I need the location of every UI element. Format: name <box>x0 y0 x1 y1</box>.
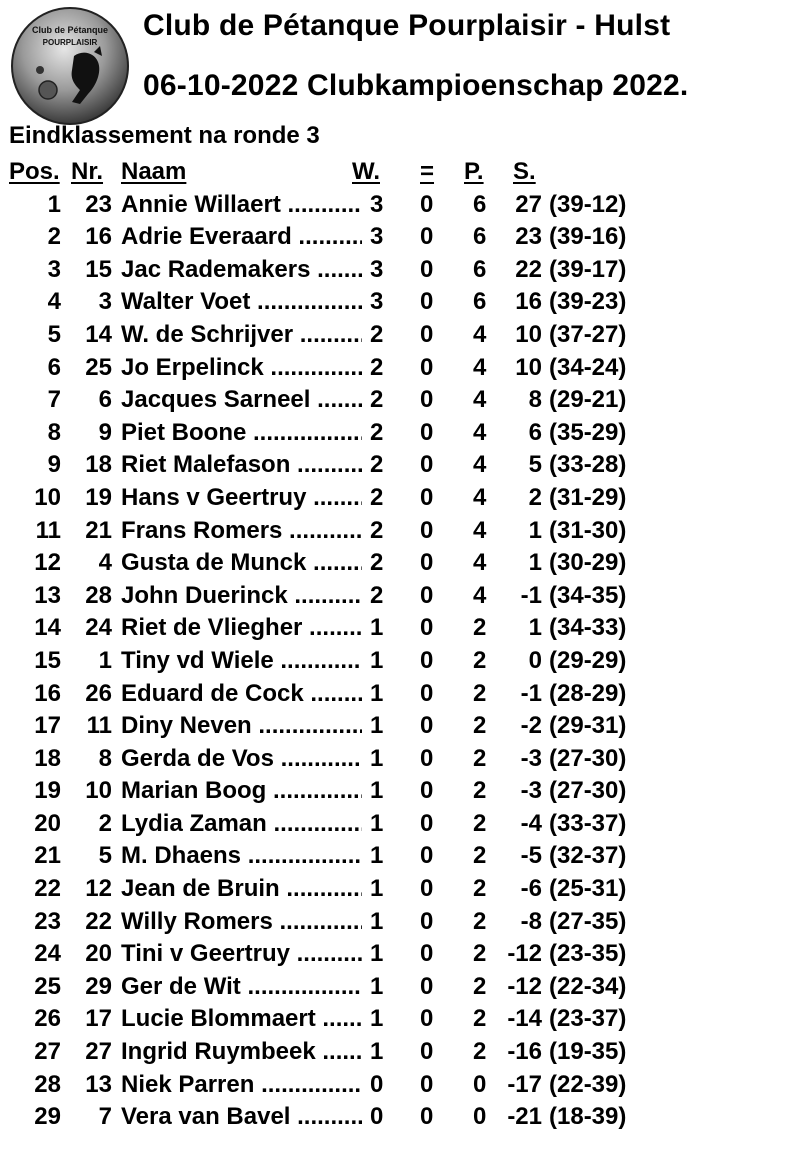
cell-w: 2 <box>370 483 384 511</box>
cell-w: 2 <box>370 353 384 381</box>
column-header-naam: Naam <box>121 158 187 185</box>
page-subtitle: 06-10-2022 Clubkampioenschap 2022. <box>143 69 689 102</box>
table-row <box>0 189 800 222</box>
cell-naam: Gusta de Munck ..... <box>121 547 362 580</box>
cell-eq: 0 <box>420 875 434 903</box>
cell-w: 1 <box>370 712 384 740</box>
cell-s: -8 <box>520 907 542 935</box>
cell-eq: 0 <box>420 223 434 251</box>
cell-diff: (34-35) <box>549 581 627 609</box>
cell-p: 2 <box>473 744 487 772</box>
cell-diff: (39-17) <box>549 255 627 283</box>
cell-naam: Jacques Sarneel ..... <box>121 384 362 417</box>
cell-pos: 17 <box>34 712 61 740</box>
cell-w: 0 <box>370 1103 384 1131</box>
cell-naam: Adrie Everaard ..... <box>121 221 362 254</box>
cell-s: -17 <box>507 1070 542 1098</box>
table-row <box>0 743 800 776</box>
cell-nr: 1 <box>98 646 112 674</box>
cell-s: -6 <box>520 875 542 903</box>
cell-pos: 3 <box>47 255 61 283</box>
cell-s: -21 <box>507 1103 542 1131</box>
cell-eq: 0 <box>420 581 434 609</box>
cell-pos: 28 <box>34 1070 61 1098</box>
cell-naam: Riet de Vliegher ..... <box>121 612 362 645</box>
cell-pos: 14 <box>34 614 61 642</box>
cell-eq: 0 <box>420 320 434 348</box>
cell-w: 0 <box>370 1070 384 1098</box>
cell-s: -14 <box>507 1005 542 1033</box>
table-row <box>0 710 800 743</box>
cell-p: 6 <box>473 255 487 283</box>
cell-p: 2 <box>473 1038 487 1066</box>
cell-eq: 0 <box>420 549 434 577</box>
cell-p: 4 <box>473 320 487 348</box>
cell-eq: 0 <box>420 744 434 772</box>
cell-nr: 12 <box>85 875 112 903</box>
cell-s: 8 <box>528 386 542 414</box>
cell-pos: 29 <box>34 1103 61 1131</box>
cell-w: 2 <box>370 386 384 414</box>
cell-naam: Marian Boog ..... <box>121 775 362 808</box>
cell-eq: 0 <box>420 353 434 381</box>
cell-s: 1 <box>528 614 542 642</box>
cell-nr: 20 <box>85 940 112 968</box>
cell-diff: (28-29) <box>549 679 627 707</box>
cell-s: -3 <box>520 777 542 805</box>
cell-pos: 2 <box>47 223 61 251</box>
cell-w: 1 <box>370 940 384 968</box>
cell-nr: 3 <box>98 288 112 316</box>
cell-eq: 0 <box>420 190 434 218</box>
cell-naam: Willy Romers ..... <box>121 906 362 939</box>
cell-p: 4 <box>473 581 487 609</box>
cell-eq: 0 <box>420 1103 434 1131</box>
cell-w: 2 <box>370 451 384 479</box>
cell-naam: Piet Boone ..... <box>121 417 362 450</box>
cell-diff: (27-30) <box>549 777 627 805</box>
cell-nr: 27 <box>85 1038 112 1066</box>
cell-w: 2 <box>370 516 384 544</box>
cell-w: 2 <box>370 418 384 446</box>
table-row <box>0 482 800 515</box>
cell-diff: (39-16) <box>549 223 627 251</box>
table-row <box>0 352 800 385</box>
cell-nr: 25 <box>85 353 112 381</box>
cell-w: 1 <box>370 875 384 903</box>
cell-s: 22 <box>515 255 542 283</box>
cell-p: 2 <box>473 907 487 935</box>
logo-ball-shape <box>39 81 57 99</box>
cell-eq: 0 <box>420 646 434 674</box>
cell-diff: (23-35) <box>549 940 627 968</box>
cell-naam: Jean de Bruin ..... <box>121 873 362 906</box>
cell-pos: 9 <box>47 451 61 479</box>
table-row <box>0 612 800 645</box>
cell-p: 4 <box>473 549 487 577</box>
cell-diff: (39-23) <box>549 288 627 316</box>
table-row <box>0 873 800 906</box>
cell-naam: Tiny vd Wiele ..... <box>121 645 362 678</box>
table-row <box>0 221 800 254</box>
cell-naam: Tini v Geertruy ..... <box>121 938 362 971</box>
cell-w: 1 <box>370 907 384 935</box>
cell-eq: 0 <box>420 809 434 837</box>
cell-p: 6 <box>473 223 487 251</box>
cell-p: 0 <box>473 1103 487 1131</box>
cell-pos: 22 <box>34 875 61 903</box>
cell-p: 4 <box>473 418 487 446</box>
cell-nr: 19 <box>85 483 112 511</box>
standings-table <box>0 156 800 1134</box>
cell-nr: 10 <box>85 777 112 805</box>
cell-naam: Gerda de Vos ..... <box>121 743 362 776</box>
cell-s: 1 <box>528 516 542 544</box>
cell-naam: Lucie Blommaert ..... <box>121 1003 362 1036</box>
cell-nr: 23 <box>85 190 112 218</box>
cell-p: 2 <box>473 940 487 968</box>
cell-naam: Frans Romers ..... <box>121 515 362 548</box>
cell-nr: 14 <box>85 320 112 348</box>
cell-diff: (22-34) <box>549 972 627 1000</box>
cell-eq: 0 <box>420 1005 434 1033</box>
cell-s: -1 <box>520 679 542 707</box>
cell-w: 1 <box>370 809 384 837</box>
cell-p: 6 <box>473 288 487 316</box>
cell-p: 2 <box>473 777 487 805</box>
cell-eq: 0 <box>420 972 434 1000</box>
cell-diff: (30-29) <box>549 549 627 577</box>
cell-s: -3 <box>520 744 542 772</box>
cell-diff: (18-39) <box>549 1103 627 1131</box>
cell-s: 23 <box>515 223 542 251</box>
section-heading: Eindklassement na ronde 3 <box>9 122 320 149</box>
table-row <box>0 580 800 613</box>
column-header-pos: Pos. <box>9 158 60 185</box>
cell-p: 2 <box>473 809 487 837</box>
cell-pos: 24 <box>34 940 61 968</box>
cell-s: 6 <box>528 418 542 446</box>
cell-nr: 21 <box>85 516 112 544</box>
cell-nr: 5 <box>98 842 112 870</box>
table-row <box>0 938 800 971</box>
table-row <box>0 1101 800 1134</box>
cell-w: 1 <box>370 614 384 642</box>
cell-pos: 1 <box>47 190 61 218</box>
cell-eq: 0 <box>420 842 434 870</box>
cell-nr: 26 <box>85 679 112 707</box>
table-row <box>0 254 800 287</box>
cell-eq: 0 <box>420 386 434 414</box>
cell-p: 0 <box>473 1070 487 1098</box>
cell-w: 1 <box>370 1005 384 1033</box>
column-header-s: S. <box>513 158 536 185</box>
cell-w: 1 <box>370 646 384 674</box>
cell-w: 3 <box>370 223 384 251</box>
cell-diff: (32-37) <box>549 842 627 870</box>
cell-eq: 0 <box>420 255 434 283</box>
cell-eq: 0 <box>420 1038 434 1066</box>
cell-naam: Diny Neven ..... <box>121 710 362 743</box>
cell-eq: 0 <box>420 712 434 740</box>
cell-p: 4 <box>473 516 487 544</box>
table-row <box>0 840 800 873</box>
cell-w: 3 <box>370 288 384 316</box>
table-row <box>0 286 800 319</box>
cell-nr: 28 <box>85 581 112 609</box>
cell-naam: Annie Willaert ..... <box>121 189 362 222</box>
cell-eq: 0 <box>420 679 434 707</box>
cell-pos: 10 <box>34 483 61 511</box>
column-header-nr: Nr. <box>71 158 104 185</box>
cell-p: 2 <box>473 679 487 707</box>
cell-diff: (29-29) <box>549 646 627 674</box>
cell-pos: 27 <box>34 1038 61 1066</box>
cell-eq: 0 <box>420 1070 434 1098</box>
table-row <box>0 417 800 450</box>
cell-naam: M. Dhaens ..... <box>121 840 362 873</box>
cell-nr: 2 <box>98 809 112 837</box>
cell-s: 10 <box>515 320 542 348</box>
cell-w: 1 <box>370 842 384 870</box>
cell-nr: 9 <box>98 418 112 446</box>
table-row <box>0 645 800 678</box>
cell-pos: 16 <box>34 679 61 707</box>
cell-pos: 23 <box>34 907 61 935</box>
cell-nr: 29 <box>85 972 112 1000</box>
cell-pos: 19 <box>34 777 61 805</box>
cell-diff: (35-29) <box>549 418 627 446</box>
table-row <box>0 1036 800 1069</box>
cell-naam: Niek Parren ..... <box>121 1069 362 1102</box>
cell-eq: 0 <box>420 516 434 544</box>
cell-p: 2 <box>473 972 487 1000</box>
table-row <box>0 775 800 808</box>
cell-nr: 16 <box>85 223 112 251</box>
cell-diff: (37-27) <box>549 320 627 348</box>
cell-s: 2 <box>528 483 542 511</box>
cell-eq: 0 <box>420 940 434 968</box>
table-header-row <box>0 156 800 189</box>
cell-w: 3 <box>370 255 384 283</box>
cell-diff: (31-29) <box>549 483 627 511</box>
cell-s: -12 <box>507 972 542 1000</box>
cell-naam: John Duerinck ..... <box>121 580 362 613</box>
cell-s: 10 <box>515 353 542 381</box>
cell-p: 4 <box>473 483 487 511</box>
cell-p: 2 <box>473 646 487 674</box>
cell-naam: Riet Malefason ..... <box>121 449 362 482</box>
cell-naam: Ingrid Ruymbeek ..... <box>121 1036 362 1069</box>
cell-diff: (27-35) <box>549 907 627 935</box>
cell-s: -2 <box>520 712 542 740</box>
cell-w: 2 <box>370 549 384 577</box>
cell-p: 2 <box>473 875 487 903</box>
cell-p: 6 <box>473 190 487 218</box>
logo-text-club: Club de Pétanque <box>31 25 109 35</box>
cell-diff: (33-28) <box>549 451 627 479</box>
cell-diff: (22-39) <box>549 1070 627 1098</box>
cell-pos: 20 <box>34 809 61 837</box>
cell-pos: 15 <box>34 646 61 674</box>
cell-pos: 25 <box>34 972 61 1000</box>
cell-w: 3 <box>370 190 384 218</box>
cell-nr: 11 <box>86 712 112 740</box>
table-row <box>0 449 800 482</box>
cell-diff: (39-12) <box>549 190 627 218</box>
cell-naam: Hans v Geertruy ..... <box>121 482 362 515</box>
cell-pos: 6 <box>47 353 61 381</box>
cell-nr: 24 <box>85 614 112 642</box>
cell-diff: (23-37) <box>549 1005 627 1033</box>
table-row <box>0 906 800 939</box>
cell-w: 1 <box>370 972 384 1000</box>
table-row <box>0 1069 800 1102</box>
cell-s: -12 <box>507 940 542 968</box>
cell-nr: 15 <box>85 255 112 283</box>
cell-naam: Ger de Wit ..... <box>121 971 362 1004</box>
cell-pos: 5 <box>47 320 61 348</box>
club-logo <box>10 6 130 126</box>
cell-eq: 0 <box>420 288 434 316</box>
cell-pos: 13 <box>34 581 61 609</box>
cell-p: 2 <box>473 1005 487 1033</box>
table-row <box>0 384 800 417</box>
table-row <box>0 1003 800 1036</box>
cell-naam: W. de Schrijver ..... <box>121 319 362 352</box>
cell-nr: 8 <box>98 744 112 772</box>
cell-eq: 0 <box>420 418 434 446</box>
cell-w: 1 <box>370 1038 384 1066</box>
cell-s: -16 <box>507 1038 542 1066</box>
cell-diff: (29-21) <box>549 386 627 414</box>
cell-nr: 22 <box>85 907 112 935</box>
cell-naam: Vera van Bavel ..... <box>121 1101 362 1134</box>
cell-s: -1 <box>520 581 542 609</box>
cell-w: 1 <box>370 744 384 772</box>
cell-pos: 26 <box>34 1005 61 1033</box>
cell-eq: 0 <box>420 777 434 805</box>
cell-nr: 13 <box>85 1070 112 1098</box>
cell-p: 2 <box>473 712 487 740</box>
cell-s: 16 <box>515 288 542 316</box>
cell-nr: 17 <box>85 1005 112 1033</box>
cell-diff: (31-30) <box>549 516 627 544</box>
table-row <box>0 678 800 711</box>
column-header-w: W. <box>352 158 380 185</box>
cell-s: -4 <box>520 809 542 837</box>
cell-pos: 7 <box>47 386 61 414</box>
cell-s: -5 <box>520 842 542 870</box>
table-row <box>0 319 800 352</box>
cell-pos: 21 <box>34 842 61 870</box>
cell-w: 2 <box>370 320 384 348</box>
cell-s: 0 <box>528 646 542 674</box>
cell-nr: 18 <box>85 451 112 479</box>
cell-p: 4 <box>473 451 487 479</box>
cell-diff: (25-31) <box>549 875 627 903</box>
cell-diff: (19-35) <box>549 1038 627 1066</box>
cell-eq: 0 <box>420 483 434 511</box>
cell-eq: 0 <box>420 451 434 479</box>
page-title: Club de Pétanque Pourplaisir - Hulst <box>143 9 671 42</box>
cell-naam: Walter Voet ..... <box>121 286 362 319</box>
cell-p: 2 <box>473 842 487 870</box>
cell-naam: Lydia Zaman ..... <box>121 808 362 841</box>
table-row <box>0 547 800 580</box>
column-header-p: P. <box>464 158 484 185</box>
table-row <box>0 971 800 1004</box>
cell-naam: Jo Erpelinck ..... <box>121 352 362 385</box>
cell-p: 2 <box>473 614 487 642</box>
cell-pos: 12 <box>34 549 61 577</box>
cell-diff: (29-31) <box>549 712 627 740</box>
cell-eq: 0 <box>420 614 434 642</box>
cell-pos: 8 <box>47 418 61 446</box>
cell-w: 2 <box>370 581 384 609</box>
cell-pos: 11 <box>35 516 61 544</box>
cell-eq: 0 <box>420 907 434 935</box>
cell-s: 1 <box>528 549 542 577</box>
cell-p: 4 <box>473 386 487 414</box>
cell-s: 27 <box>515 190 542 218</box>
cell-w: 1 <box>370 679 384 707</box>
cell-pos: 4 <box>47 288 61 316</box>
logo-text-name: POURPLAISIR <box>42 38 98 47</box>
cell-diff: (34-33) <box>549 614 627 642</box>
cell-nr: 6 <box>98 386 112 414</box>
cell-naam: Eduard de Cock ..... <box>121 678 362 711</box>
cell-nr: 7 <box>98 1103 112 1131</box>
cell-s: 5 <box>528 451 542 479</box>
column-header-eq: = <box>420 158 435 185</box>
cell-pos: 18 <box>34 744 61 772</box>
cell-p: 4 <box>473 353 487 381</box>
table-row <box>0 515 800 548</box>
table-row <box>0 808 800 841</box>
cell-diff: (27-30) <box>549 744 627 772</box>
cell-nr: 4 <box>98 549 112 577</box>
cell-diff: (34-24) <box>549 353 627 381</box>
cell-diff: (33-37) <box>549 809 627 837</box>
cell-naam: Jac Rademakers ..... <box>121 254 362 287</box>
cell-w: 1 <box>370 777 384 805</box>
